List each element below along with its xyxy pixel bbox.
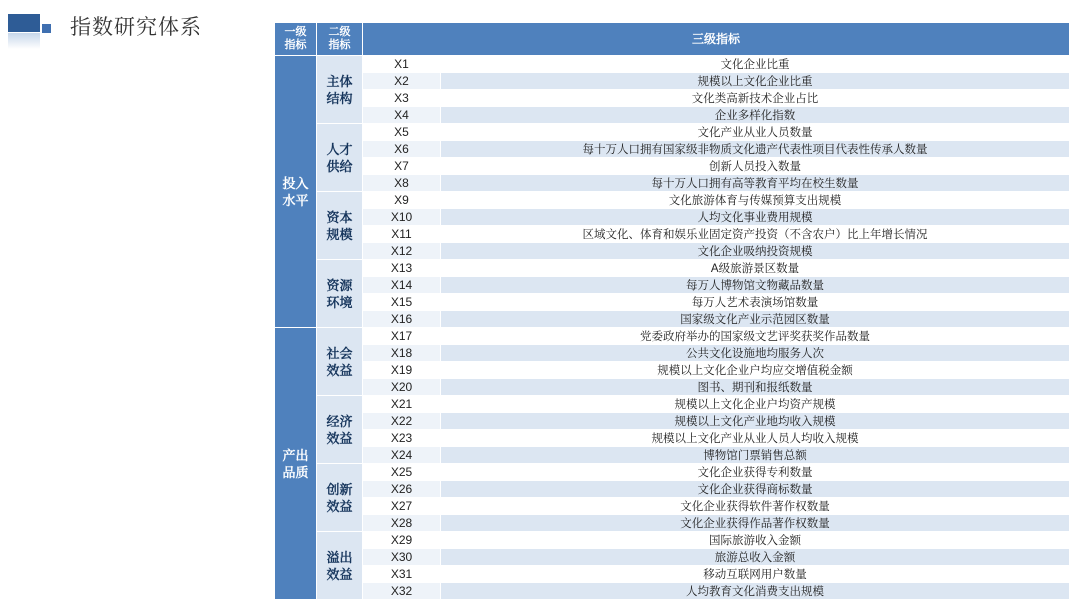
table-row — [275, 226, 1070, 243]
indicator-name: 每十万人口拥有国家级非物质文化遗产代表性项目代表性传承人数量 — [441, 141, 1070, 158]
indicator-name: 博物馆门票销售总额 — [441, 447, 1070, 464]
table-row — [275, 549, 1070, 566]
indicator-name: 规模以上文化企业户均应交增值税金额 — [441, 362, 1070, 379]
indicator-name: 文化企业获得商标数量 — [441, 481, 1070, 498]
indicator-name: 文化企业获得软件著作权数量 — [441, 498, 1070, 515]
indicator-name: 规模以上文化企业比重 — [441, 73, 1070, 90]
indicator-name: 创新人员投入数量 — [441, 158, 1070, 175]
level2-cell-spillover-benefit — [317, 532, 363, 600]
level2-label-line1: 社会 — [326, 345, 353, 361]
level2-cell-subject-structure — [317, 56, 363, 124]
table-body — [275, 56, 1070, 600]
indicator-name: 图书、期刊和报纸数量 — [441, 379, 1070, 396]
table-row — [275, 158, 1070, 175]
indicator-code: X18 — [363, 345, 441, 362]
header-level1 — [275, 23, 317, 56]
table-row — [275, 73, 1070, 90]
table-row — [275, 464, 1070, 481]
indicator-name: 区域文化、体育和娱乐业固定资产投资（不含农户）比上年增长情况 — [441, 226, 1070, 243]
level2-label-line2: 环境 — [326, 294, 353, 310]
table-row — [275, 447, 1070, 464]
header-level2 — [317, 23, 363, 56]
indicator-name: 旅游总收入金额 — [441, 549, 1070, 566]
indicator-name: 规模以上文化企业户均资产规模 — [441, 396, 1070, 413]
header-level1-line2: 指标 — [284, 39, 307, 51]
indicator-name: 人均教育文化消费支出规模 — [441, 583, 1070, 600]
indicator-name: 党委政府举办的国家级文艺评奖获奖作品数量 — [441, 328, 1070, 345]
indicator-code: X23 — [363, 430, 441, 447]
table-row — [275, 379, 1070, 396]
indicator-name: 规模以上文化产业从业人员人均收入规模 — [441, 430, 1070, 447]
indicator-name: A级旅游景区数量 — [441, 260, 1070, 277]
table-row — [275, 396, 1070, 413]
table-row — [275, 345, 1070, 362]
indicator-code: X20 — [363, 379, 441, 396]
level1-cell-output-quality — [275, 328, 317, 600]
header-level2-line1: 二级 — [328, 26, 351, 38]
level1-label-line2: 水平 — [282, 192, 309, 208]
indicator-code: X22 — [363, 413, 441, 430]
indicator-code: X5 — [363, 124, 441, 141]
table-row — [275, 413, 1070, 430]
indicator-code: X24 — [363, 447, 441, 464]
indicator-name: 国际旅游收入金额 — [441, 532, 1070, 549]
indicator-name: 国家级文化产业示范园区数量 — [441, 311, 1070, 328]
indicator-name: 文化企业比重 — [441, 56, 1070, 73]
level2-cell-capital-scale — [317, 192, 363, 260]
indicator-name: 文化产业从业人员数量 — [441, 124, 1070, 141]
indicator-code: X1 — [363, 56, 441, 73]
indicator-code: X25 — [363, 464, 441, 481]
title-block — [8, 10, 202, 52]
table-row — [275, 141, 1070, 158]
level2-cell-talent-supply — [317, 124, 363, 192]
level2-label-line1: 资本 — [326, 209, 353, 225]
level1-label-line1: 投入 — [282, 175, 309, 191]
index-system-table — [274, 22, 1070, 600]
indicator-name: 文化企业吸纳投资规模 — [441, 243, 1070, 260]
indicator-code: X28 — [363, 515, 441, 532]
level2-label-line1: 主体 — [326, 73, 353, 89]
indicator-name: 公共文化设施地均服务人次 — [441, 345, 1070, 362]
indicator-code: X27 — [363, 498, 441, 515]
header-level3: 三级指标 — [363, 23, 1070, 56]
indicator-name: 文化类高新技术企业占比 — [441, 90, 1070, 107]
table-row — [275, 260, 1070, 277]
level2-label-line2: 供给 — [326, 158, 353, 174]
indicator-name: 文化旅游体育与传媒预算支出规模 — [441, 192, 1070, 209]
indicator-code: X30 — [363, 549, 441, 566]
indicator-name: 每万人博物馆文物藏品数量 — [441, 277, 1070, 294]
index-system-table-wrapper — [274, 22, 1070, 600]
indicator-code: X13 — [363, 260, 441, 277]
indicator-name: 规模以上文化产业地均收入规模 — [441, 413, 1070, 430]
square-mark-icon — [8, 14, 40, 32]
level1-label-line1: 产出 — [282, 447, 309, 463]
indicator-code: X12 — [363, 243, 441, 260]
table-row — [275, 277, 1070, 294]
table-row — [275, 175, 1070, 192]
table-row — [275, 107, 1070, 124]
table-row — [275, 124, 1070, 141]
table-row — [275, 532, 1070, 549]
table-row — [275, 294, 1070, 311]
table-row — [275, 583, 1070, 600]
table-row — [275, 430, 1070, 447]
indicator-name: 人均文化事业费用规模 — [441, 209, 1070, 226]
indicator-name: 每万人艺术表演场馆数量 — [441, 294, 1070, 311]
level2-label-line2: 结构 — [326, 90, 353, 106]
level1-cell-investment — [275, 56, 317, 328]
indicator-name: 移动互联网用户数量 — [441, 566, 1070, 583]
indicator-code: X14 — [363, 277, 441, 294]
level2-label-line2: 效益 — [326, 498, 353, 514]
header-level2-line2: 指标 — [328, 39, 351, 51]
table-row — [275, 56, 1070, 73]
indicator-code: X11 — [363, 226, 441, 243]
indicator-code: X10 — [363, 209, 441, 226]
indicator-code: X29 — [363, 532, 441, 549]
level2-cell-economic-benefit — [317, 396, 363, 464]
header-level1-line1: 一级 — [284, 26, 307, 38]
level2-label-line1: 创新 — [326, 481, 353, 497]
gradient-mark-icon — [8, 33, 40, 49]
indicator-code: X26 — [363, 481, 441, 498]
indicator-code: X9 — [363, 192, 441, 209]
indicator-code: X6 — [363, 141, 441, 158]
level2-label-line1: 溢出 — [326, 549, 353, 565]
indicator-code: X17 — [363, 328, 441, 345]
level2-cell-social-benefit — [317, 328, 363, 396]
indicator-code: X21 — [363, 396, 441, 413]
table-row — [275, 243, 1070, 260]
table-row — [275, 328, 1070, 345]
page-title: 指数研究体系 — [70, 16, 202, 39]
level2-label-line2: 效益 — [326, 430, 353, 446]
indicator-code: X16 — [363, 311, 441, 328]
table-row — [275, 481, 1070, 498]
table-header — [275, 23, 1070, 56]
decorative-marks — [8, 12, 64, 52]
indicator-code: X31 — [363, 566, 441, 583]
indicator-name: 文化企业获得作品著作权数量 — [441, 515, 1070, 532]
level2-label-line2: 效益 — [326, 362, 353, 378]
table-row — [275, 515, 1070, 532]
indicator-code: X32 — [363, 583, 441, 600]
indicator-code: X4 — [363, 107, 441, 124]
table-row — [275, 311, 1070, 328]
level2-label-line1: 经济 — [326, 413, 353, 429]
table-row — [275, 498, 1070, 515]
table-row — [275, 362, 1070, 379]
table-row — [275, 566, 1070, 583]
level2-label-line1: 人才 — [326, 141, 353, 157]
table-row — [275, 192, 1070, 209]
small-square-mark-icon — [42, 24, 51, 33]
indicator-code: X19 — [363, 362, 441, 379]
indicator-code: X15 — [363, 294, 441, 311]
indicator-code: X7 — [363, 158, 441, 175]
indicator-name: 每十万人口拥有高等教育平均在校生数量 — [441, 175, 1070, 192]
indicator-code: X8 — [363, 175, 441, 192]
table-row — [275, 90, 1070, 107]
level2-cell-innovation-benefit — [317, 464, 363, 532]
indicator-code: X2 — [363, 73, 441, 90]
level2-label-line1: 资源 — [326, 277, 353, 293]
indicator-name: 文化企业获得专利数量 — [441, 464, 1070, 481]
indicator-name: 企业多样化指数 — [441, 107, 1070, 124]
level1-label-line2: 品质 — [282, 464, 309, 480]
table-row — [275, 209, 1070, 226]
indicator-code: X3 — [363, 90, 441, 107]
level2-label-line2: 效益 — [326, 566, 353, 582]
level2-cell-resource-environment — [317, 260, 363, 328]
level2-label-line2: 规模 — [326, 226, 353, 242]
